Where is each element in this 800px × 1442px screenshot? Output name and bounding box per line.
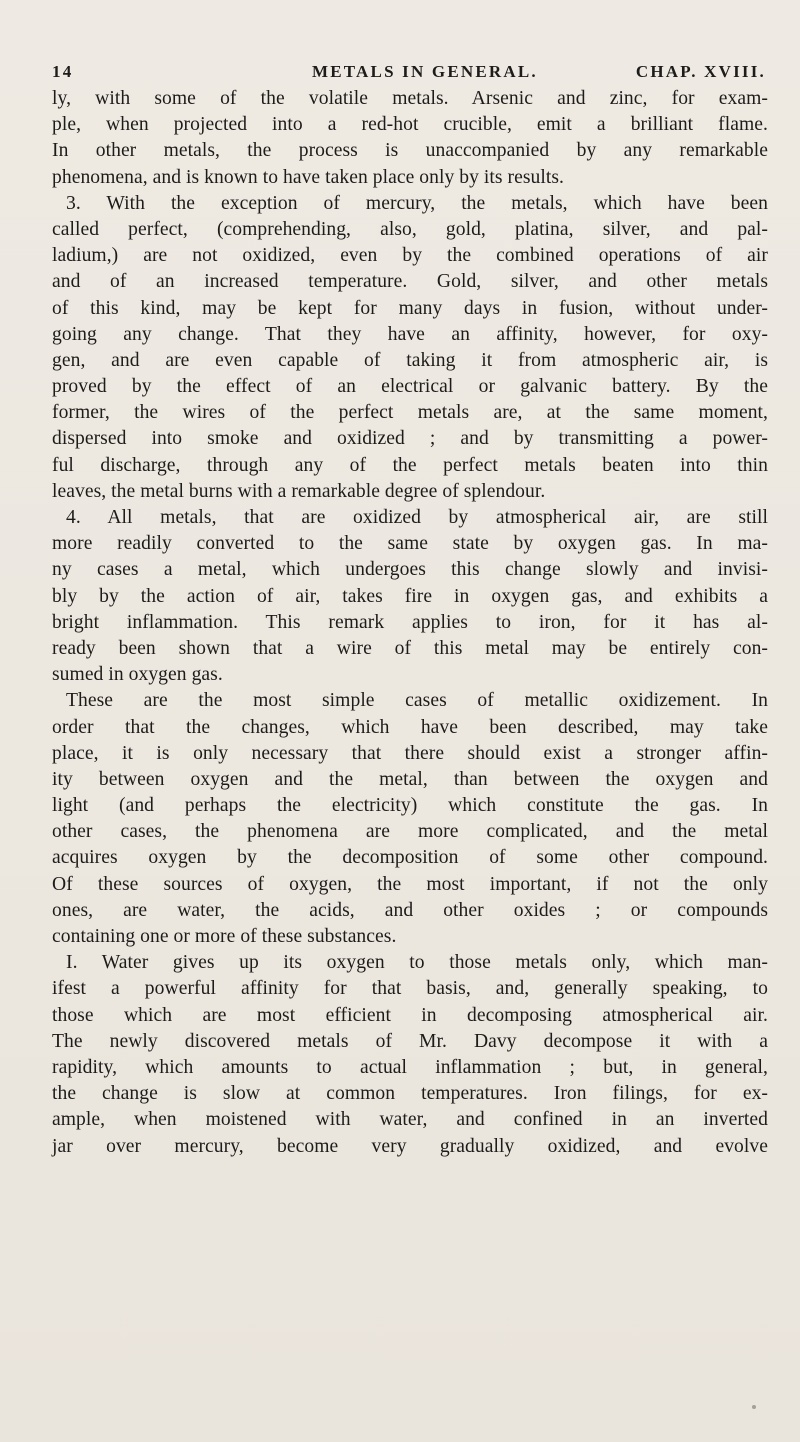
text-line: ready been shown that a wire of this metal may be entirely con-	[52, 637, 768, 659]
text-line: acquires oxygen by the decomposition of some other compound.	[52, 847, 768, 869]
text-line: place, it is only necessary that there should exist a stronger affin-	[52, 742, 768, 764]
text-line: of this kind, may be kept for many days in fusion, without under-	[52, 297, 768, 319]
text-line: ifest a powerful affinity for that basis, and, generally speaking, to	[52, 978, 768, 1000]
text-line: ample, when moistened with water, and confined in an inverted	[52, 1109, 768, 1131]
text-line: dispersed into smoke and oxidized ; and by transmitting a power-	[52, 428, 768, 450]
text-line: proved by the effect of an electrical or galvanic battery. By the	[52, 376, 768, 398]
text-line: sumed in oxygen gas.	[52, 664, 223, 686]
text-line: 3. With the exception of mercury, the metals, which have been	[66, 192, 768, 214]
text-line: those which are most efficient in decomposing atmospherical air.	[52, 1004, 768, 1026]
text-line: the change is slow at common temperatures. Iron filings, for ex-	[52, 1083, 768, 1105]
text-line: rapidity, which amounts to actual inflammation ; but, in general,	[52, 1056, 768, 1078]
text-line: bright inflammation. This remark applies to iron, for it has al-	[52, 611, 768, 633]
running-head	[52, 62, 766, 86]
text-line: more readily converted to the same state by oxygen gas. In ma-	[52, 533, 768, 555]
body-text	[52, 86, 768, 1160]
text-line: ladium,) are not oxidized, even by the combined operations of air	[52, 245, 768, 267]
text-line: I. Water gives up its oxygen to those metals only, which man-	[66, 952, 768, 974]
text-line: containing one or more of these substances.	[52, 926, 397, 947]
text-line: gen, and are even capable of taking it from atmospheric air, is	[52, 349, 768, 371]
text-line: ity between oxygen and the metal, than between the oxygen and	[52, 768, 768, 790]
text-line: former, the wires of the perfect metals are, at the same moment,	[52, 402, 768, 424]
text-line: leaves, the metal burns with a remarkable degree of splendour.	[52, 480, 546, 502]
running-title: METALS IN GENERAL.	[312, 62, 538, 81]
text-line: These are the most simple cases of metallic oxidizement. In	[66, 690, 768, 712]
text-line: called perfect, (comprehending, also, gold, platina, silver, and pal-	[52, 218, 768, 240]
text-line: ny cases a metal, which undergoes this change slowly and invisi-	[52, 559, 768, 581]
text-line: jar over mercury, become very gradually oxidized, and evolve	[52, 1135, 768, 1157]
text-line: and of an increased temperature. Gold, silver, and other metals	[52, 271, 768, 293]
chapter-label: CHAP. XVIII.	[635, 62, 766, 81]
text-line: Of these sources of oxygen, the most important, if not the only	[52, 873, 768, 895]
page-number: 14	[52, 62, 74, 81]
text-line: ful discharge, through any of the perfect metals beaten into thin	[52, 454, 768, 476]
text-line: ple, when projected into a red-hot crucible, emit a brilliant flame.	[52, 114, 768, 136]
text-line: 4. All metals, that are oxidized by atmospherical air, are still	[66, 507, 768, 528]
text-line: The newly discovered metals of Mr. Davy decompose it with a	[52, 1030, 768, 1052]
text-line: order that the changes, which have been described, may take	[52, 716, 768, 738]
text-line: In other metals, the process is unaccompanied by any remarkable	[52, 140, 768, 162]
text-line: light (and perhaps the electricity) which constitute the gas. In	[52, 795, 768, 817]
text-line: phenomena, and is known to have taken place only by its results.	[52, 166, 564, 188]
text-line: other cases, the phenomena are more complicated, and the metal	[52, 821, 768, 843]
text-line: ones, are water, the acids, and other oxides ; or compounds	[52, 899, 768, 921]
text-line: ly, with some of the volatile metals. Arsenic and zinc, for exam-	[52, 88, 768, 109]
ink-speck	[752, 1405, 756, 1409]
text-line: bly by the action of air, takes fire in oxygen gas, and exhibits a	[52, 585, 768, 607]
text-line: going any change. That they have an affinity, however, for oxy-	[52, 323, 768, 345]
